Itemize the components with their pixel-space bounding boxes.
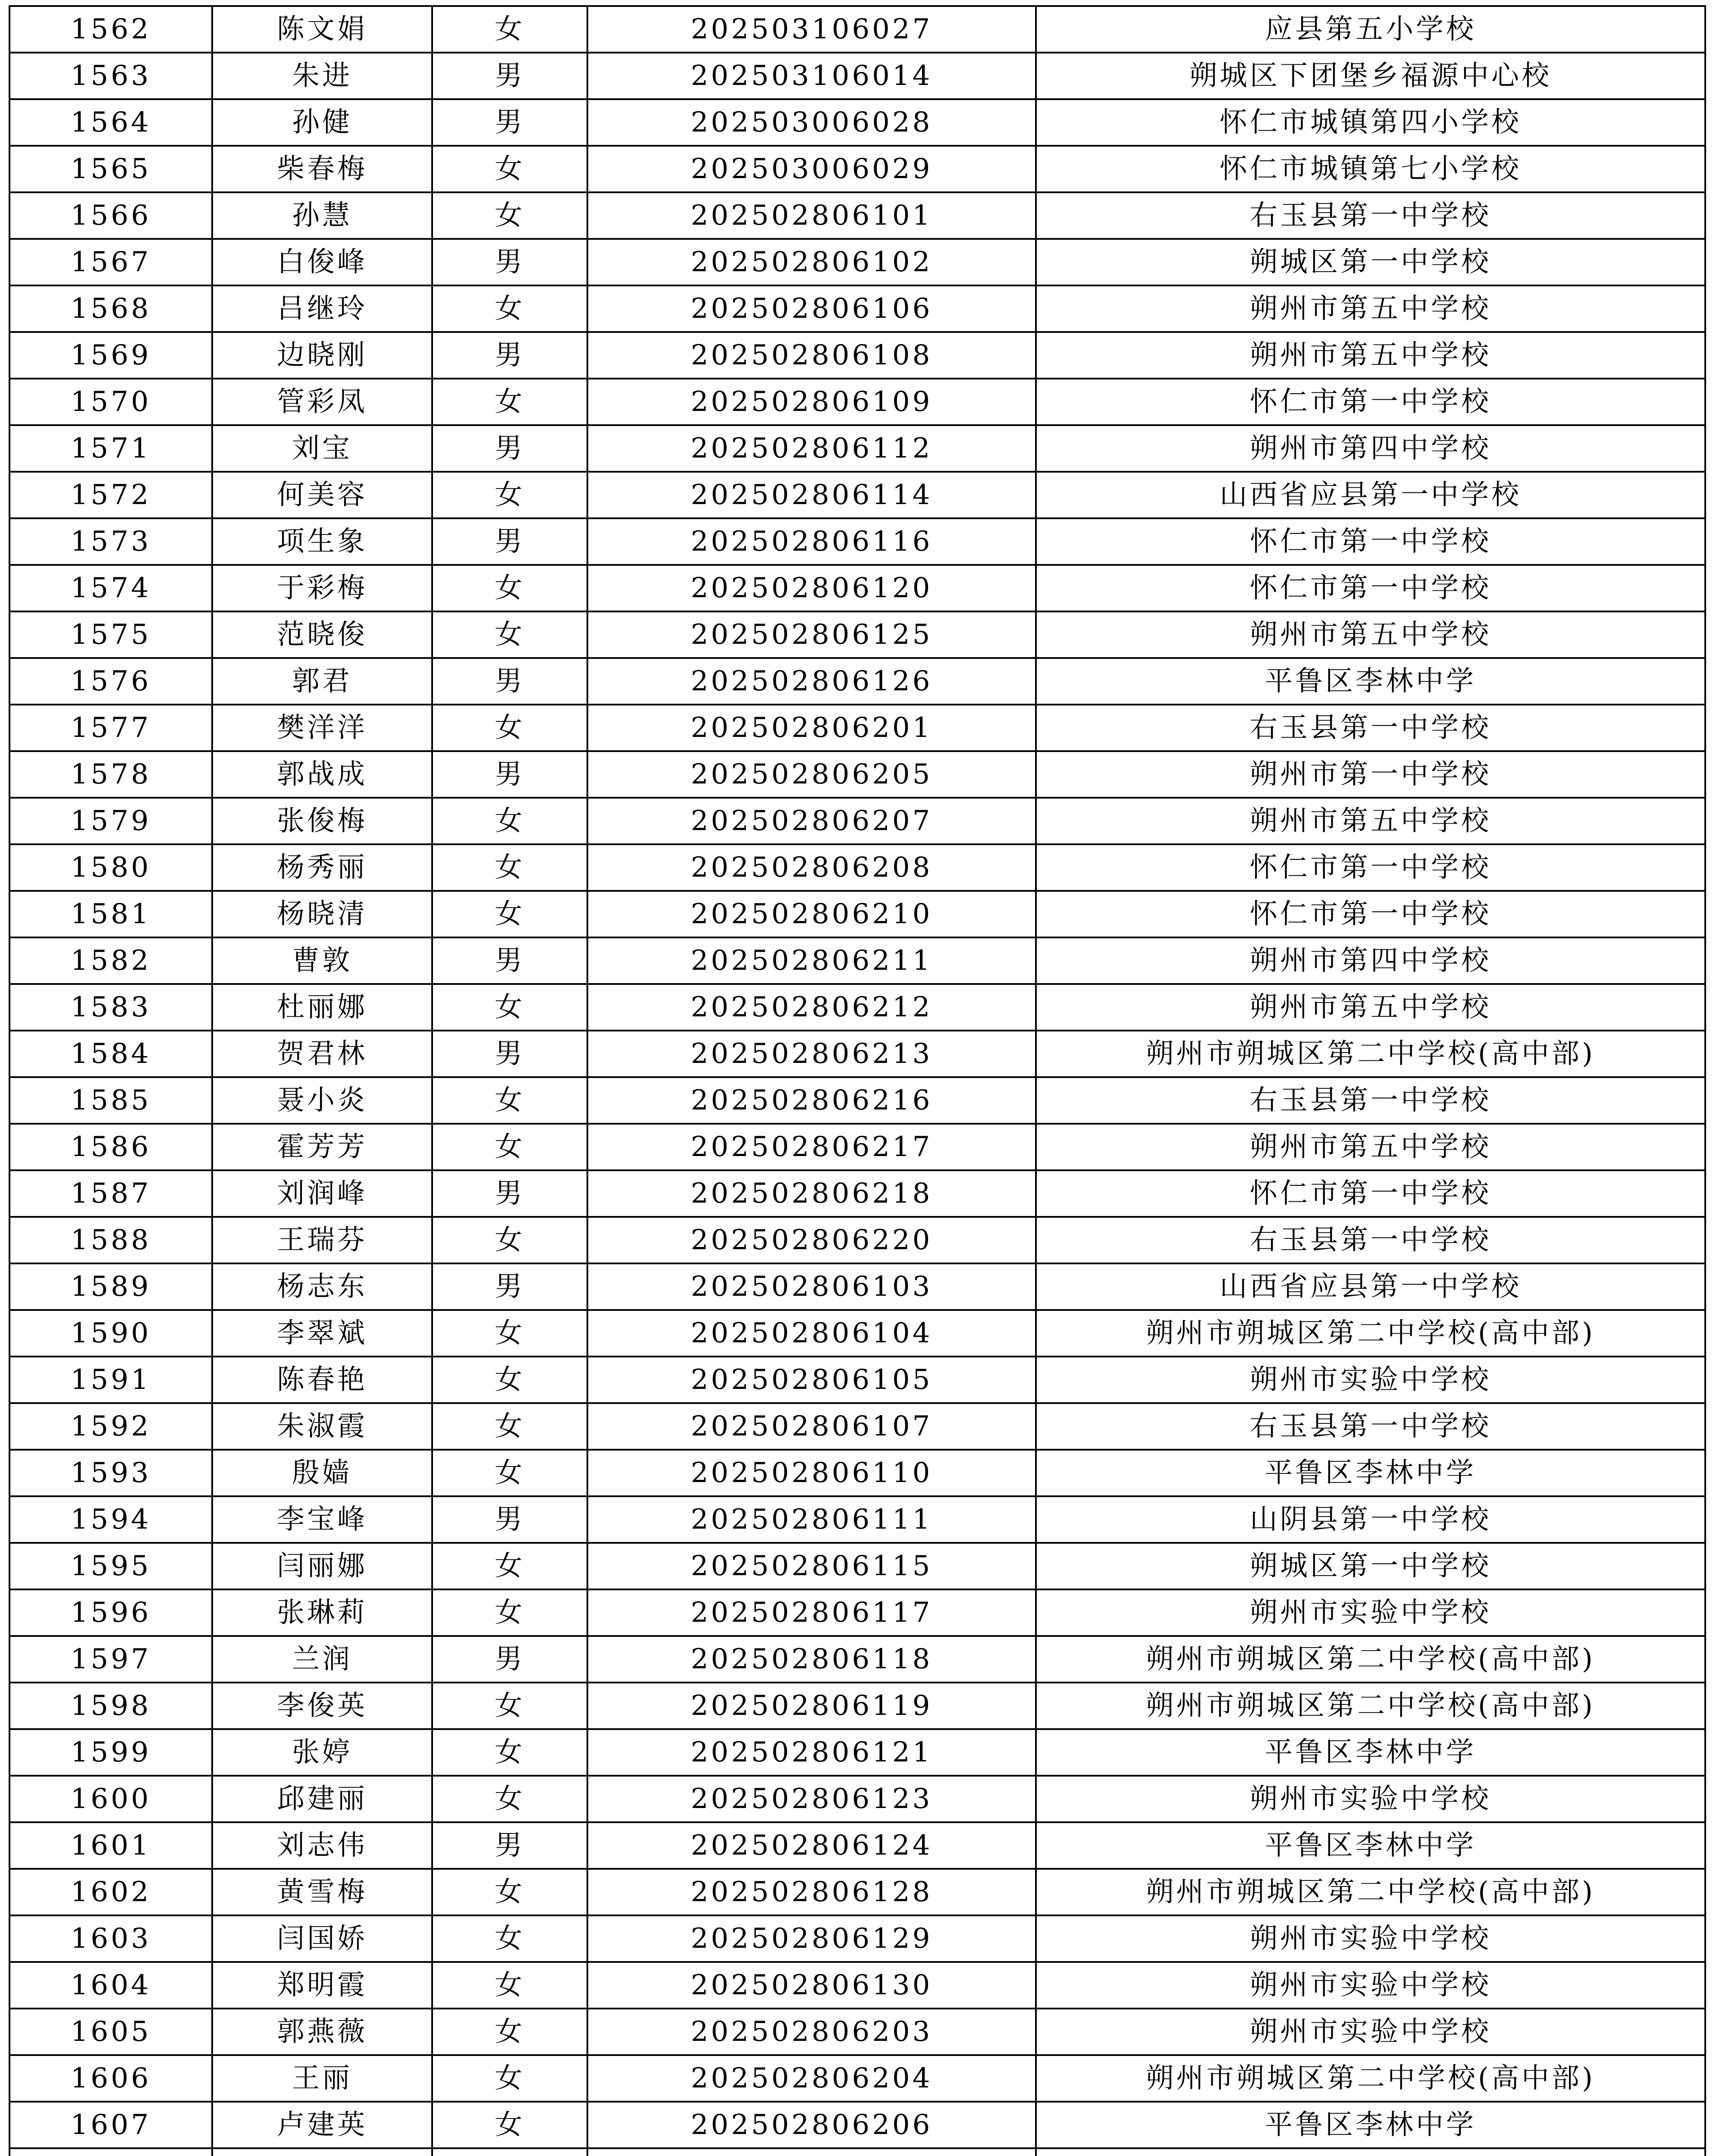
table-row (9, 1915, 1705, 1962)
school-cell: 朔州市朔城区第二中学校(高中部) (1036, 1310, 1705, 1357)
serial-number-cell: 1585 (9, 1077, 212, 1124)
table-row (9, 285, 1705, 332)
serial-number-cell: 1588 (9, 1217, 212, 1263)
name-cell: 杨秀丽 (212, 844, 432, 891)
school-cell: 右玉县第一中学校 (1036, 1217, 1705, 1263)
name-cell: 杨晓清 (212, 891, 432, 937)
serial-number-cell: 1580 (9, 844, 212, 891)
candidate-id-cell: 202502806218 (587, 1170, 1036, 1217)
gender-cell: 男 (432, 751, 587, 798)
table-row (9, 1217, 1705, 1263)
serial-number-cell: 1566 (9, 192, 212, 239)
table-row (9, 1822, 1705, 1869)
gender-cell: 男 (432, 1031, 587, 1077)
serial-number-cell: 1581 (9, 891, 212, 937)
serial-number-cell: 1604 (9, 1962, 212, 2009)
gender-cell: 男 (432, 1263, 587, 1310)
serial-number-cell: 1603 (9, 1915, 212, 1962)
candidate-id-cell: 202502806217 (587, 1124, 1036, 1170)
candidate-id-cell: 202502806109 (587, 379, 1036, 425)
candidate-id-cell: 202502806118 (587, 1636, 1036, 1683)
serial-number-cell: 1579 (9, 798, 212, 844)
name-cell: 闫丽娜 (212, 1543, 432, 1589)
gender-cell: 男 (432, 239, 587, 285)
table-row (9, 425, 1705, 472)
candidate-id-cell: 202502806121 (587, 1729, 1036, 1776)
name-cell: 孙健 (212, 99, 432, 146)
serial-number-cell (9, 2148, 212, 2156)
name-cell: 朱进 (212, 53, 432, 99)
candidate-id-cell: 202502806125 (587, 611, 1036, 658)
name-cell: 柴春梅 (212, 146, 432, 192)
name-cell: 郑明霞 (212, 1962, 432, 2009)
name-cell: 项生象 (212, 518, 432, 565)
name-cell: 张俊梅 (212, 798, 432, 844)
school-cell: 朔州市第一中学校 (1036, 751, 1705, 798)
table-row (9, 844, 1705, 891)
school-cell: 朔州市实验中学校 (1036, 1962, 1705, 2009)
table-row (9, 1124, 1705, 1170)
serial-number-cell: 1601 (9, 1822, 212, 1869)
school-cell: 右玉县第一中学校 (1036, 192, 1705, 239)
serial-number-cell: 1571 (9, 425, 212, 472)
table-row (9, 798, 1705, 844)
candidate-id-cell: 202503006028 (587, 99, 1036, 146)
table-row (9, 1869, 1705, 1915)
school-cell (1036, 2148, 1705, 2156)
roster-table (9, 5, 1706, 2156)
candidate-id-cell: 202502806210 (587, 891, 1036, 937)
candidate-id-cell: 202502806101 (587, 192, 1036, 239)
serial-number-cell: 1584 (9, 1031, 212, 1077)
table-row (9, 1636, 1705, 1683)
gender-cell: 男 (432, 1636, 587, 1683)
table-row (9, 1403, 1705, 1450)
gender-cell: 女 (432, 285, 587, 332)
school-cell: 怀仁市第一中学校 (1036, 379, 1705, 425)
name-cell (212, 2148, 432, 2156)
gender-cell: 女 (432, 1589, 587, 1636)
gender-cell: 女 (432, 1543, 587, 1589)
gender-cell: 男 (432, 425, 587, 472)
candidate-id-cell: 202502806107 (587, 1403, 1036, 1450)
table-row (9, 1543, 1705, 1589)
candidate-id-cell: 202502806207 (587, 798, 1036, 844)
gender-cell: 女 (432, 565, 587, 611)
table-row (9, 6, 1705, 53)
name-cell: 郭燕薇 (212, 2009, 432, 2055)
serial-number-cell: 1568 (9, 285, 212, 332)
serial-number-cell: 1572 (9, 472, 212, 518)
name-cell: 卢建英 (212, 2102, 432, 2148)
table-row (9, 1962, 1705, 2009)
serial-number-cell: 1575 (9, 611, 212, 658)
gender-cell: 男 (432, 1822, 587, 1869)
table-row (9, 1776, 1705, 1822)
school-cell: 平鲁区李林中学 (1036, 1450, 1705, 1496)
gender-cell: 女 (432, 2009, 587, 2055)
school-cell: 朔州市朔城区第二中学校(高中部) (1036, 1683, 1705, 1729)
table-row (9, 2009, 1705, 2055)
school-cell: 朔州市实验中学校 (1036, 1357, 1705, 1403)
candidate-id-cell: 202502806105 (587, 1357, 1036, 1403)
gender-cell: 女 (432, 984, 587, 1031)
table-row (9, 751, 1705, 798)
name-cell: 王丽 (212, 2055, 432, 2102)
serial-number-cell: 1590 (9, 1310, 212, 1357)
name-cell: 何美容 (212, 472, 432, 518)
name-cell: 曹敦 (212, 937, 432, 984)
school-cell: 朔州市第五中学校 (1036, 984, 1705, 1031)
school-cell: 平鲁区李林中学 (1036, 1822, 1705, 1869)
candidate-id-cell: 202502806203 (587, 2009, 1036, 2055)
candidate-id-cell (587, 2148, 1036, 2156)
serial-number-cell: 1600 (9, 1776, 212, 1822)
table-row (9, 565, 1705, 611)
gender-cell: 女 (432, 1357, 587, 1403)
school-cell: 朔城区第一中学校 (1036, 239, 1705, 285)
gender-cell: 女 (432, 1077, 587, 1124)
candidate-id-cell: 202502806112 (587, 425, 1036, 472)
school-cell: 平鲁区李林中学 (1036, 1729, 1705, 1776)
table-row (9, 2102, 1705, 2148)
name-cell: 兰润 (212, 1636, 432, 1683)
school-cell: 朔州市第四中学校 (1036, 425, 1705, 472)
candidate-id-cell: 202502806220 (587, 1217, 1036, 1263)
serial-number-cell: 1591 (9, 1357, 212, 1403)
serial-number-cell: 1582 (9, 937, 212, 984)
school-cell: 怀仁市第一中学校 (1036, 565, 1705, 611)
school-cell: 怀仁市第一中学校 (1036, 844, 1705, 891)
serial-number-cell: 1599 (9, 1729, 212, 1776)
gender-cell: 女 (432, 891, 587, 937)
candidate-id-cell: 202502806213 (587, 1031, 1036, 1077)
gender-cell: 男 (432, 53, 587, 99)
school-cell: 朔州市实验中学校 (1036, 1915, 1705, 1962)
name-cell: 陈春艳 (212, 1357, 432, 1403)
table-row (9, 611, 1705, 658)
school-cell: 朔城区第一中学校 (1036, 1543, 1705, 1589)
name-cell: 刘宝 (212, 425, 432, 472)
table-row (9, 518, 1705, 565)
candidate-id-cell: 202502806126 (587, 658, 1036, 705)
name-cell: 聂小炎 (212, 1077, 432, 1124)
candidate-id-cell: 202502806206 (587, 2102, 1036, 2148)
gender-cell: 女 (432, 611, 587, 658)
serial-number-cell: 1563 (9, 53, 212, 99)
table-row (9, 891, 1705, 937)
candidate-id-cell: 202502806216 (587, 1077, 1036, 1124)
name-cell: 郭战成 (212, 751, 432, 798)
table-row (9, 53, 1705, 99)
name-cell: 李翠斌 (212, 1310, 432, 1357)
table-row (9, 658, 1705, 705)
name-cell: 李宝峰 (212, 1496, 432, 1543)
table-row (9, 1496, 1705, 1543)
table-row (9, 332, 1705, 379)
name-cell: 管彩凤 (212, 379, 432, 425)
table-row (9, 472, 1705, 518)
serial-number-cell: 1596 (9, 1589, 212, 1636)
serial-number-cell: 1598 (9, 1683, 212, 1729)
gender-cell: 女 (432, 1869, 587, 1915)
gender-cell: 男 (432, 937, 587, 984)
candidate-id-cell: 202502806110 (587, 1450, 1036, 1496)
serial-number-cell: 1562 (9, 6, 212, 53)
school-cell: 朔州市第五中学校 (1036, 798, 1705, 844)
candidate-id-cell: 202502806128 (587, 1869, 1036, 1915)
gender-cell: 女 (432, 1962, 587, 2009)
gender-cell: 女 (432, 6, 587, 53)
gender-cell: 女 (432, 192, 587, 239)
table-row (9, 1729, 1705, 1776)
school-cell: 山阴县第一中学校 (1036, 1496, 1705, 1543)
school-cell: 朔州市第四中学校 (1036, 937, 1705, 984)
name-cell: 于彩梅 (212, 565, 432, 611)
school-cell: 朔州市实验中学校 (1036, 1776, 1705, 1822)
gender-cell: 女 (432, 1729, 587, 1776)
school-cell: 怀仁市城镇第七小学校 (1036, 146, 1705, 192)
table-row (9, 99, 1705, 146)
serial-number-cell: 1578 (9, 751, 212, 798)
table-row (9, 1263, 1705, 1310)
table-row (9, 239, 1705, 285)
candidate-id-cell: 202502806204 (587, 2055, 1036, 2102)
name-cell: 杨志东 (212, 1263, 432, 1310)
serial-number-cell: 1597 (9, 1636, 212, 1683)
serial-number-cell: 1587 (9, 1170, 212, 1217)
candidate-id-cell: 202502806117 (587, 1589, 1036, 1636)
gender-cell: 女 (432, 844, 587, 891)
serial-number-cell: 1605 (9, 2009, 212, 2055)
table-row (9, 1077, 1705, 1124)
serial-number-cell: 1592 (9, 1403, 212, 1450)
serial-number-cell: 1567 (9, 239, 212, 285)
table-row (9, 192, 1705, 239)
name-cell: 吕继玲 (212, 285, 432, 332)
table-row (9, 379, 1705, 425)
serial-number-cell: 1606 (9, 2055, 212, 2102)
serial-number-cell: 1594 (9, 1496, 212, 1543)
name-cell: 边晓刚 (212, 332, 432, 379)
candidate-id-cell: 202503106014 (587, 53, 1036, 99)
gender-cell: 女 (432, 2055, 587, 2102)
name-cell: 杜丽娜 (212, 984, 432, 1031)
candidate-id-cell: 202502806211 (587, 937, 1036, 984)
gender-cell: 女 (432, 798, 587, 844)
gender-cell: 男 (432, 99, 587, 146)
gender-cell: 女 (432, 1403, 587, 1450)
candidate-id-cell: 202502806123 (587, 1776, 1036, 1822)
serial-number-cell: 1569 (9, 332, 212, 379)
gender-cell: 女 (432, 472, 587, 518)
table-row (9, 1310, 1705, 1357)
name-cell: 孙慧 (212, 192, 432, 239)
school-cell: 朔州市实验中学校 (1036, 1589, 1705, 1636)
gender-cell: 女 (432, 2102, 587, 2148)
name-cell: 陈文娟 (212, 6, 432, 53)
table-row (9, 2055, 1705, 2102)
candidate-id-cell: 202502806102 (587, 239, 1036, 285)
school-cell: 应县第五小学校 (1036, 6, 1705, 53)
gender-cell: 女 (432, 1450, 587, 1496)
name-cell: 张婷 (212, 1729, 432, 1776)
gender-cell: 男 (432, 332, 587, 379)
name-cell: 刘润峰 (212, 1170, 432, 1217)
school-cell: 平鲁区李林中学 (1036, 2102, 1705, 2148)
table-row (9, 937, 1705, 984)
candidate-id-cell: 202502806120 (587, 565, 1036, 611)
name-cell: 闫国娇 (212, 1915, 432, 1962)
table-row (9, 1357, 1705, 1403)
serial-number-cell: 1589 (9, 1263, 212, 1310)
gender-cell: 女 (432, 1124, 587, 1170)
table-row (9, 1589, 1705, 1636)
name-cell: 李俊英 (212, 1683, 432, 1729)
serial-number-cell: 1574 (9, 565, 212, 611)
table-row (9, 705, 1705, 751)
gender-cell: 男 (432, 1170, 587, 1217)
gender-cell: 女 (432, 1217, 587, 1263)
school-cell: 朔州市第五中学校 (1036, 285, 1705, 332)
gender-cell: 女 (432, 146, 587, 192)
candidate-id-cell: 202502806205 (587, 751, 1036, 798)
gender-cell: 女 (432, 1776, 587, 1822)
school-cell: 山西省应县第一中学校 (1036, 472, 1705, 518)
school-cell: 怀仁市城镇第四小学校 (1036, 99, 1705, 146)
school-cell: 朔州市朔城区第二中学校(高中部) (1036, 2055, 1705, 2102)
gender-cell: 男 (432, 518, 587, 565)
candidate-id-cell: 202502806129 (587, 1915, 1036, 1962)
name-cell: 樊洋洋 (212, 705, 432, 751)
table-row (9, 1683, 1705, 1729)
name-cell: 王瑞芬 (212, 1217, 432, 1263)
candidate-id-cell: 202502806108 (587, 332, 1036, 379)
school-cell: 怀仁市第一中学校 (1036, 891, 1705, 937)
name-cell: 范晓俊 (212, 611, 432, 658)
serial-number-cell: 1607 (9, 2102, 212, 2148)
candidate-id-cell: 202503106027 (587, 6, 1036, 53)
table-row (9, 146, 1705, 192)
serial-number-cell: 1593 (9, 1450, 212, 1496)
school-cell: 右玉县第一中学校 (1036, 1077, 1705, 1124)
school-cell: 怀仁市第一中学校 (1036, 518, 1705, 565)
school-cell: 山西省应县第一中学校 (1036, 1263, 1705, 1310)
gender-cell: 女 (432, 1310, 587, 1357)
name-cell: 贺君林 (212, 1031, 432, 1077)
school-cell: 朔州市朔城区第二中学校(高中部) (1036, 1636, 1705, 1683)
candidate-id-cell: 202502806124 (587, 1822, 1036, 1869)
school-cell: 右玉县第一中学校 (1036, 1403, 1705, 1450)
candidate-id-cell: 202502806212 (587, 984, 1036, 1031)
candidate-id-cell: 202502806130 (587, 1962, 1036, 2009)
gender-cell (432, 2148, 587, 2156)
candidate-id-cell: 202502806116 (587, 518, 1036, 565)
candidate-id-cell: 202502806208 (587, 844, 1036, 891)
serial-number-cell: 1602 (9, 1869, 212, 1915)
school-cell: 怀仁市第一中学校 (1036, 1170, 1705, 1217)
gender-cell: 女 (432, 1915, 587, 1962)
name-cell: 朱淑霞 (212, 1403, 432, 1450)
serial-number-cell: 1577 (9, 705, 212, 751)
candidate-id-cell: 202502806115 (587, 1543, 1036, 1589)
roster-table-body (9, 6, 1705, 2156)
school-cell: 右玉县第一中学校 (1036, 705, 1705, 751)
candidate-id-cell: 202502806106 (587, 285, 1036, 332)
name-cell: 霍芳芳 (212, 1124, 432, 1170)
name-cell: 白俊峰 (212, 239, 432, 285)
table-row (9, 1450, 1705, 1496)
serial-number-cell: 1573 (9, 518, 212, 565)
table-row (9, 984, 1705, 1031)
name-cell: 邱建丽 (212, 1776, 432, 1822)
serial-number-cell: 1564 (9, 99, 212, 146)
school-cell: 平鲁区李林中学 (1036, 658, 1705, 705)
school-cell: 朔州市朔城区第二中学校(高中部) (1036, 1869, 1705, 1915)
candidate-id-cell: 202502806111 (587, 1496, 1036, 1543)
name-cell: 郭君 (212, 658, 432, 705)
school-cell: 朔州市第五中学校 (1036, 1124, 1705, 1170)
serial-number-cell: 1565 (9, 146, 212, 192)
serial-number-cell: 1595 (9, 1543, 212, 1589)
name-cell: 殷嫱 (212, 1450, 432, 1496)
candidate-id-cell: 202502806103 (587, 1263, 1036, 1310)
serial-number-cell: 1570 (9, 379, 212, 425)
candidate-id-cell: 202502806104 (587, 1310, 1036, 1357)
table-row (9, 2148, 1705, 2156)
gender-cell: 女 (432, 379, 587, 425)
candidate-id-cell: 202502806201 (587, 705, 1036, 751)
school-cell: 朔州市第五中学校 (1036, 611, 1705, 658)
candidate-id-cell: 202502806119 (587, 1683, 1036, 1729)
school-cell: 朔州市朔城区第二中学校(高中部) (1036, 1031, 1705, 1077)
gender-cell: 男 (432, 1496, 587, 1543)
name-cell: 张琳莉 (212, 1589, 432, 1636)
table-row (9, 1170, 1705, 1217)
serial-number-cell: 1586 (9, 1124, 212, 1170)
table-row (9, 1031, 1705, 1077)
candidate-id-cell: 202502806114 (587, 472, 1036, 518)
candidate-id-cell: 202503006029 (587, 146, 1036, 192)
gender-cell: 男 (432, 658, 587, 705)
gender-cell: 女 (432, 705, 587, 751)
school-cell: 朔州市实验中学校 (1036, 2009, 1705, 2055)
name-cell: 黄雪梅 (212, 1869, 432, 1915)
serial-number-cell: 1576 (9, 658, 212, 705)
school-cell: 朔州市第五中学校 (1036, 332, 1705, 379)
gender-cell: 女 (432, 1683, 587, 1729)
school-cell: 朔城区下团堡乡福源中心校 (1036, 53, 1705, 99)
name-cell: 刘志伟 (212, 1822, 432, 1869)
serial-number-cell: 1583 (9, 984, 212, 1031)
